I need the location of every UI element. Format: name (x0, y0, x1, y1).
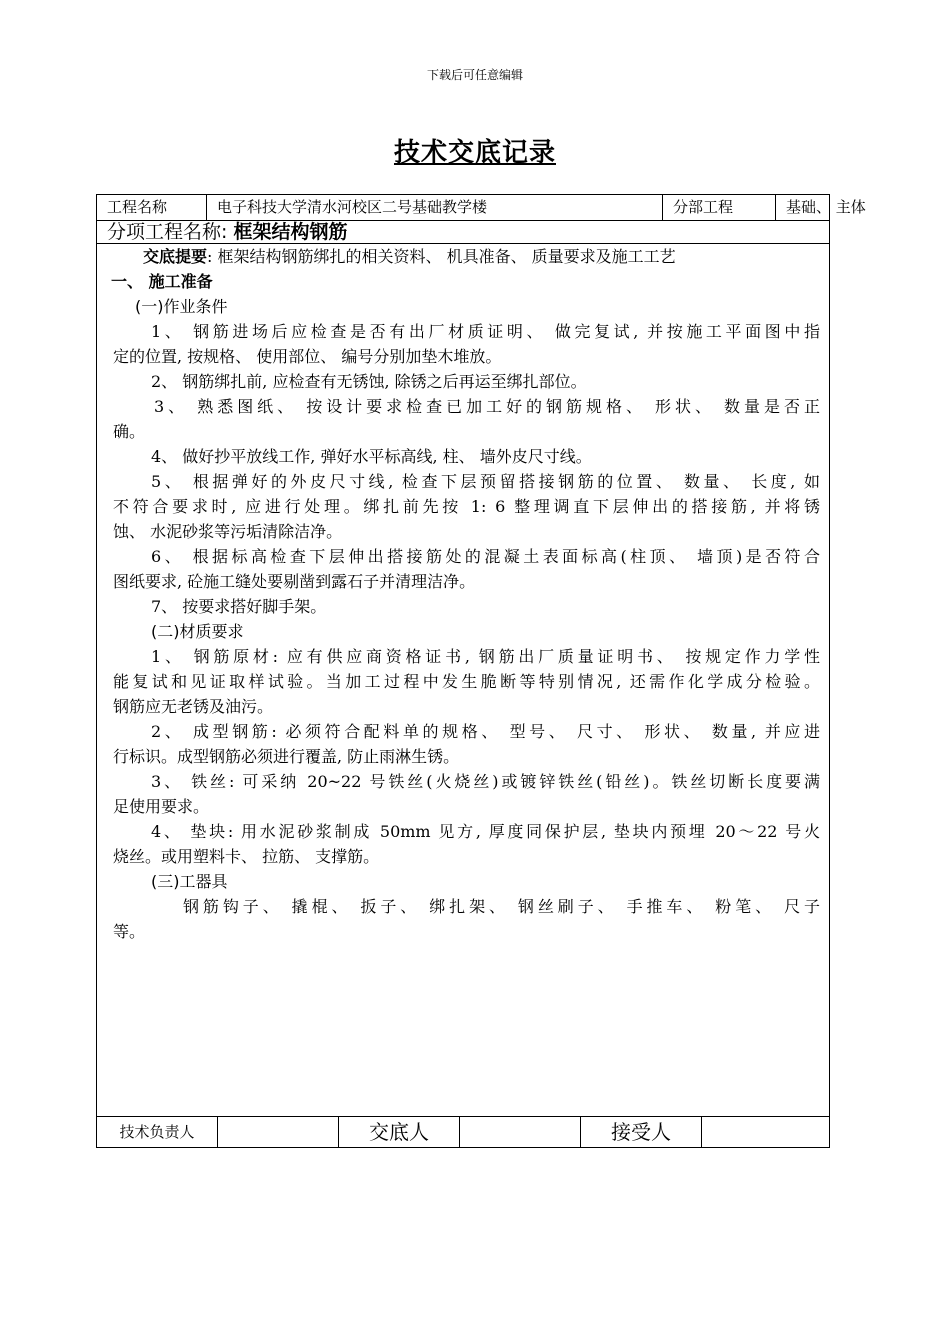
paragraph-line: 5、 根据弹好的外皮尺寸线, 检查下层预留搭接钢筋的位置、 数量、 长度, 如 (151, 472, 820, 491)
division-value: 基础、 主体 (786, 198, 866, 216)
header-note: 下载后可任意编辑 (426, 68, 523, 82)
paragraph-line: 钢筋钩子、 撬棍、 扳子、 绑扎架、 钢丝刷子、 手推车、 粉笔、 尺子 (183, 897, 820, 916)
paragraph-line: 不符合要求时, 应进行处理。绑扎前先按 1: 6 整理调直下层伸出的搭接筋, 并将锈 (113, 497, 820, 516)
paragraph-line: 烧丝。或用塑料卡、 拉筋、 支撑筋。 (113, 847, 380, 866)
sub-item-value: 框架结构钢筋 (233, 221, 348, 243)
paragraph-line: 4、 垫块: 用水泥砂浆制成 50mm 见方, 厚度同保护层, 垫块内预埋 20～22 号火 (151, 822, 820, 841)
paragraph-line: 6、 根据标高检查下层伸出搭接筋处的混凝土表面标高(柱顶、 墙顶)是否符合 (151, 547, 820, 566)
paragraph-line: 行标识。成型钢筋必须进行覆盖, 防止雨淋生锈。 (113, 747, 460, 766)
paragraph-line: 7、 按要求搭好脚手架。 (151, 597, 327, 616)
discloser-label: 交底人 (339, 1117, 460, 1147)
paragraph-line: 定的位置, 按规格、 使用部位、 编号分别加垫木堆放。 (113, 347, 502, 366)
sub-item-row (97, 220, 829, 244)
paragraph-line: 1、 钢筋原材: 应有供应商资格证书, 钢筋出厂质量证明书、 按规定作力学性 (151, 647, 820, 666)
paragraph-line: 1、 钢筋进场后应检查是否有出厂材质证明、 做完复试, 并按施工平面图中指 (151, 322, 820, 341)
receiver-label: 接受人 (581, 1117, 702, 1147)
paragraph-line: 图纸要求, 砼施工缝处要剔凿到露石子并清理洁净。 (113, 572, 476, 591)
tech-lead-label: 技术负责人 (97, 1117, 218, 1147)
project-info-row (97, 195, 866, 221)
discloser-signature[interactable] (460, 1117, 581, 1147)
paragraph-line: 确。 (113, 422, 146, 441)
paragraph-line: 2、 成型钢筋: 必须符合配料单的规格、 型号、 尺寸、 形状、 数量, 并应进 (151, 722, 820, 741)
disclosure-content (97, 244, 829, 1117)
summary-text: : 框架结构钢筋绑扎的相关资料、 机具准备、 质量要求及施工工艺 (207, 247, 676, 266)
signature-row (97, 1117, 829, 1147)
paragraph-line: 钢筋应无老锈及油污。 (113, 697, 274, 716)
sub-item-label: 分项工程名称: (107, 221, 228, 243)
paragraph-line: 蚀、 水泥砂浆等污垢清除洁净。 (113, 522, 343, 541)
paragraph-line: 2、 钢筋绑扎前, 应检查有无锈蚀, 除锈之后再运至绑扎部位。 (151, 372, 587, 391)
subsection-heading: (一)作业条件 (135, 297, 228, 316)
division-label: 分部工程 (663, 195, 776, 220)
summary-line (113, 244, 820, 269)
project-name-value: 电子科技大学清水河校区二号基础教学楼 (207, 195, 663, 220)
summary-label: 交底提要 (143, 247, 208, 266)
paragraph-line: 能复试和见证取样试验。当加工过程中发生脆断等特别情况, 还需作化学成分检验。 (113, 672, 820, 691)
document-title: 技术交底记录 (393, 138, 556, 168)
subsection-heading: (三)工器具 (151, 872, 228, 891)
paragraph-line: 等。 (113, 922, 146, 941)
project-name-label: 工程名称 (97, 195, 207, 220)
section-heading: 一、 施工准备 (111, 272, 213, 291)
subsection-heading: (二)材质要求 (151, 622, 244, 641)
paragraph-line: 3、 熟悉图纸、 按设计要求检查已加工好的钢筋规格、 形状、 数量是否正 (154, 397, 820, 416)
disclosure-table (96, 194, 866, 1148)
receiver-signature[interactable] (702, 1117, 829, 1147)
paragraph-line: 足使用要求。 (113, 797, 210, 816)
paragraph-line: 3、 铁丝: 可采纳 20~22 号铁丝(火烧丝)或镀锌铁丝(铅丝)。铁丝切断长度要满 (151, 772, 820, 791)
paragraph-line: 4、 做好抄平放线工作, 弹好水平标高线, 柱、 墙外皮尺寸线。 (151, 447, 592, 466)
tech-lead-signature[interactable] (218, 1117, 339, 1147)
